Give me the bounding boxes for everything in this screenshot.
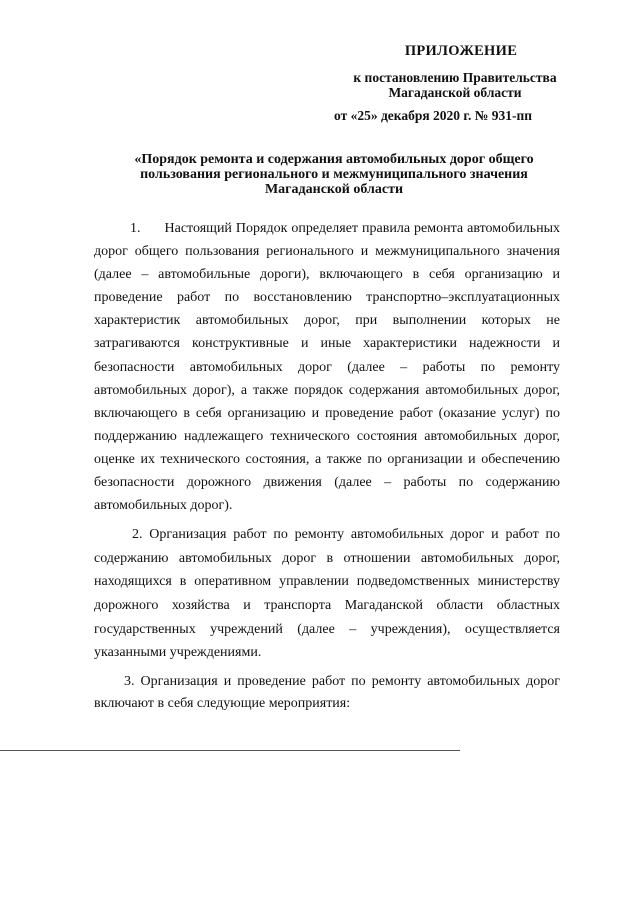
paragraph-3: 3. Организация и проведение работ по ремонту автомобильных дорог включают в себя следующие мероприятия: <box>94 673 560 711</box>
paragraph-2: 2. Организация работ по ремонту автомобильных дорог и работ по содержанию автомобильных дорог в отношении автомобильных дорог, находящихся в оперативном управлении подведомственных министерству дорожного хозяйства и транспорта Магаданской области областных государственных учреждений (далее – учреждения), осуществляется указанными учреждениями. <box>94 527 560 661</box>
appendix-title: ПРИЛОЖЕНИЕ <box>404 43 518 59</box>
appendix-header <box>330 44 580 123</box>
region-name: Магаданской области <box>388 85 522 100</box>
resolution-reference: к постановлению Правительства <box>353 70 557 85</box>
resolution-date-number: от «25» декабря 2020 г. № 931-пп <box>334 108 533 123</box>
footnote-separator <box>0 750 460 751</box>
paragraph-1: 1. Настоящий Порядок определяет правила ремонта автомобильных дорог общего пользования регионального и межмуниципального значения (далее – автомобильные дороги), включающего в себя организацию и проведение работ по восстановлению транспортно–эксплуатационных характеристик автомобильных дорог, при выполнении которых не затрагиваются конструктивные и иные характеристики надежности и безопасности автомобильных дорог (далее – работы по ремонту автомобильных дорог), а также порядок содержания автомобильных дорог, включающего в себя организацию и проведение работ (оказание услуг) по поддержанию надлежащего технического состояния автомобильных дорог, оценке их технического состояния, а также по организации и обеспечению безопасности дорожного движения (далее – работы по содержанию автомобильных дорог). <box>94 221 560 514</box>
document-title: «Порядок ремонта и содержания автомобильных дорог общего пользования регионального и межмуниципального значения Магаданской области <box>134 152 534 197</box>
document-body <box>94 217 560 715</box>
